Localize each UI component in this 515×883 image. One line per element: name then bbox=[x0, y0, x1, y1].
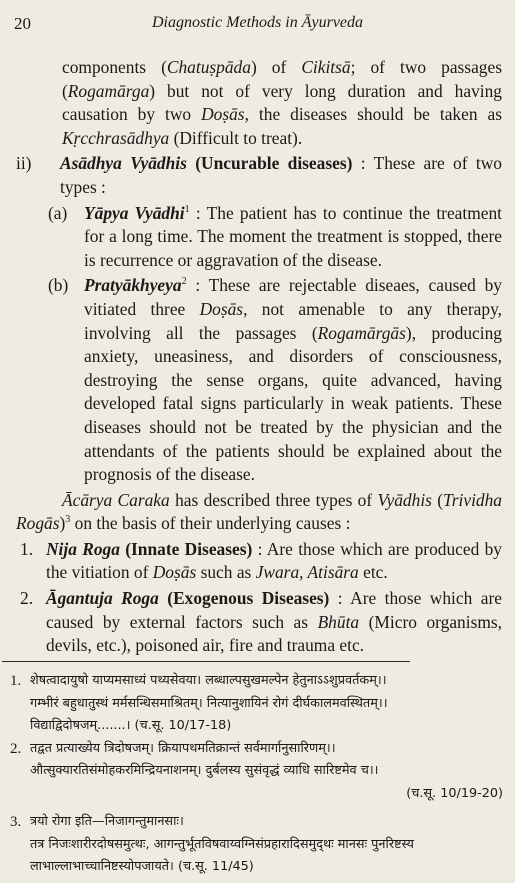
main-text bbox=[16, 56, 502, 658]
footnote-ref: 3 bbox=[65, 514, 71, 526]
footnote-3: 3. त्रयो रोगा इति—निजागन्तुमानसाः। तत्र निजःशारीरदोषसमुत्थः, आगन्तुर्भूतविषवाय्वग्निसंप्रहारादिसमुद्थः मानसः पुनरिष्टस्य लाभाल्लाभाच्चानिष्टस्योपजायते। (च.सू. 11/45) bbox=[10, 814, 414, 874]
paragraph-caraka: Ācārya Caraka has described three types of Vyādhis (Trividha Rogās)$^3$ on the basis of their underlying causes : bbox=[16, 489, 502, 534]
paragraph-continuation: components (Chatuṣpāda) of Cikitsā; of two passages (Rogamārga) but not of very long duration and having causation by two Doṣās, the diseases should be taken as Kṛcchrasādhya (Difficult to treat). bbox=[62, 57, 502, 148]
list-item-pratyakhyeya: (b) Pratyākhyeya$^2$ : These are rejectable diseaes, caused by vitiated three Doṣās, not amenable to any therapy, involving all the passages (Rogamārgās), producing anxiety, uneasiness, and disorders of consciousness, destroying the sense organs, quite advanced, having developed fatal signs particularly in weak patients. These diseases should not be treated by the physician and the attendants of the patients should be explained about the prognosis of the disease. bbox=[48, 275, 502, 485]
footnote-citation: (च.सू. 10/19-20) bbox=[406, 785, 503, 801]
list-item-agantuja-roga: 2. Āgantuja Roga (Exogenous Diseases) : Are those which are caused by external factors such as Bhūta (Micro organisms, devils, etc.), poisoned air, fire and trauma etc. bbox=[20, 588, 502, 656]
footnote-1: 1. शेषत्वादायुषो याप्यमसाध्यं पथ्यसेवया। लब्धाल्पसुखमल्पेन हेतुनाऽऽशुप्रवर्तकम्।। गम्भीरं बहुधातुस्थं मर्मसन्धिसमाश्रितम्। नित्यानुशायिनं रोगं दीर्घकालमवस्थितम्।। विद्याद्विदोषजम्.......। (च.सू. 10/17-18) bbox=[10, 673, 388, 733]
footnotes bbox=[10, 670, 503, 879]
footnote-ref: 2 bbox=[181, 276, 187, 288]
footnote-ref: 1 bbox=[184, 203, 190, 215]
page-number: 20 bbox=[14, 14, 31, 33]
footnote-divider bbox=[2, 661, 410, 662]
footnote-2: 2. तद्वत प्रत्याख्येय त्रिदोषजम्। क्रियापथमतिक्रान्तं सर्वमार्गानुसारिणम्।। औत्सुक्यारतिसंमोहकरमिन्द्रियनाशनम्। दुर्बलस्य सुसंवृद्धं व्याधि सारिष्टमेव च।। (च.सू. 10/19-20) bbox=[10, 738, 503, 806]
list-item-nija-roga: 1. Nija Roga (Innate Diseases) : Are those which are produced by the vitiation of Doṣās such as Jwara, Atisāra etc. bbox=[20, 538, 502, 583]
running-title: Diagnostic Methods in Āyurveda bbox=[151, 14, 364, 31]
list-item-yapya: (a) Yāpya Vyādhi$^1$ : The patient has to continue the treatment for a long time. The moment the treatment is stopped, there is recurrence or aggravation of the disease. bbox=[48, 202, 502, 270]
page-header bbox=[0, 14, 515, 36]
list-item-asadhya: ii) Asādhya Vyādhis (Uncurable diseases) : These are of two types : bbox=[16, 153, 502, 197]
